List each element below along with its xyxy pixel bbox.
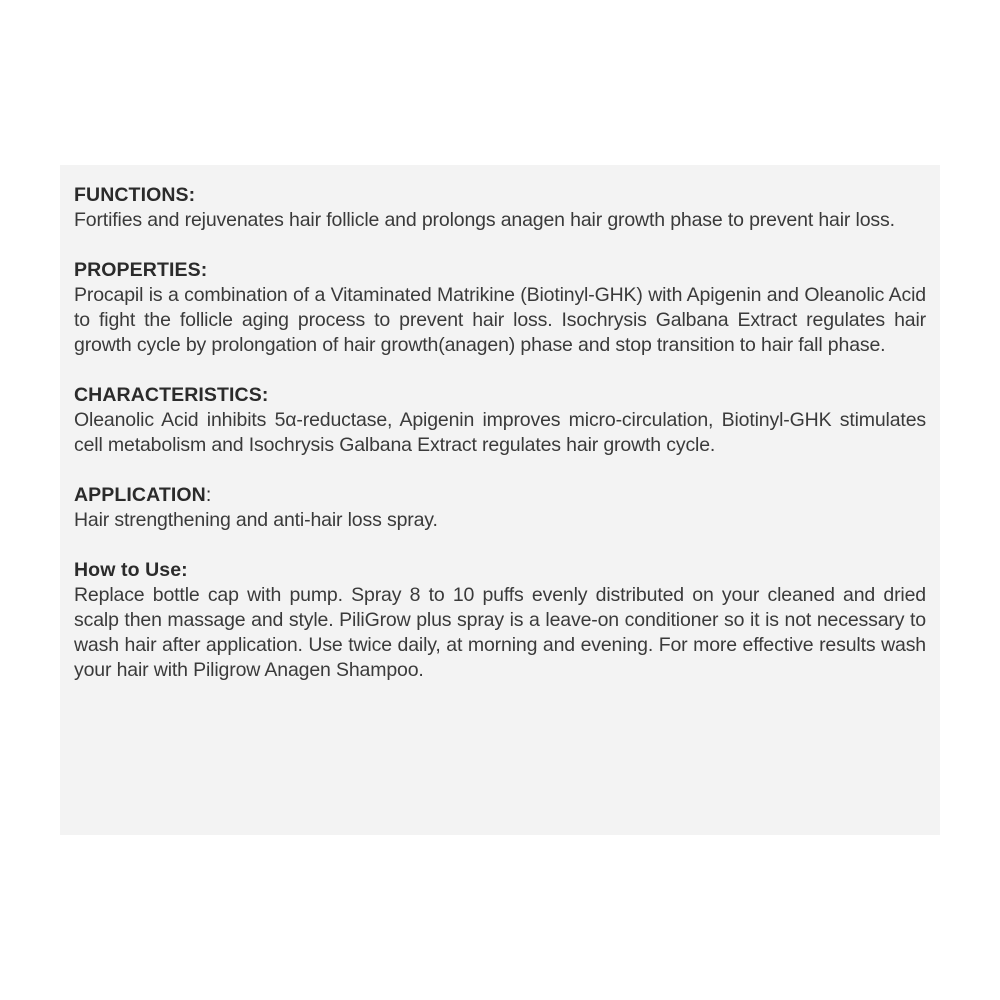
section-functions: [74, 183, 926, 233]
section-application: [74, 483, 926, 533]
label-panel: [60, 165, 940, 835]
functions-text: Fortifies and rejuvenates hair follicle and prolongs anagen hair growth phase to prevent hair loss.: [74, 209, 895, 231]
section-characteristics: [74, 383, 926, 458]
application-heading-colon: :: [205, 484, 212, 506]
application-heading-label: APPLICATION: [74, 484, 206, 506]
application-text: Hair strengthening and anti-hair loss spray.: [74, 509, 438, 531]
properties-heading: PROPERTIES:: [74, 259, 208, 281]
characteristics-text: Oleanolic Acid inhibits 5α-reductase, Apigenin improves micro-circulation, Biotinyl-GHK stimulates cell metabolism and Isochrysis Galbana Extract regulates hair growth cycle.: [74, 409, 926, 456]
how-to-use-text: Replace bottle cap with pump. Spray 8 to 10 puffs evenly distributed on your cleaned and dried scalp then massage and style. PiliGrow plus spray is a leave-on conditioner so it is not necessary to wash hair after application. Use twice daily, at morning and evening. For more effective results wash your hair with Piligrow Anagen Shampoo.: [74, 584, 926, 681]
application-heading: [74, 483, 926, 508]
properties-text: Procapil is a combination of a Vitaminated Matrikine (Biotinyl-GHK) with Apigenin and Oleanolic Acid to fight the follicle aging process to prevent hair loss. Isochrysis Galbana Extract regulates hair growth cycle by prolongation of hair growth(anagen) phase and stop transition to hair fall phase.: [74, 284, 926, 356]
section-properties: [74, 258, 926, 358]
section-how-to-use: [74, 558, 926, 683]
characteristics-heading: CHARACTERISTICS:: [74, 384, 269, 406]
how-to-use-heading: How to Use:: [74, 559, 188, 581]
functions-heading: FUNCTIONS:: [74, 184, 196, 206]
